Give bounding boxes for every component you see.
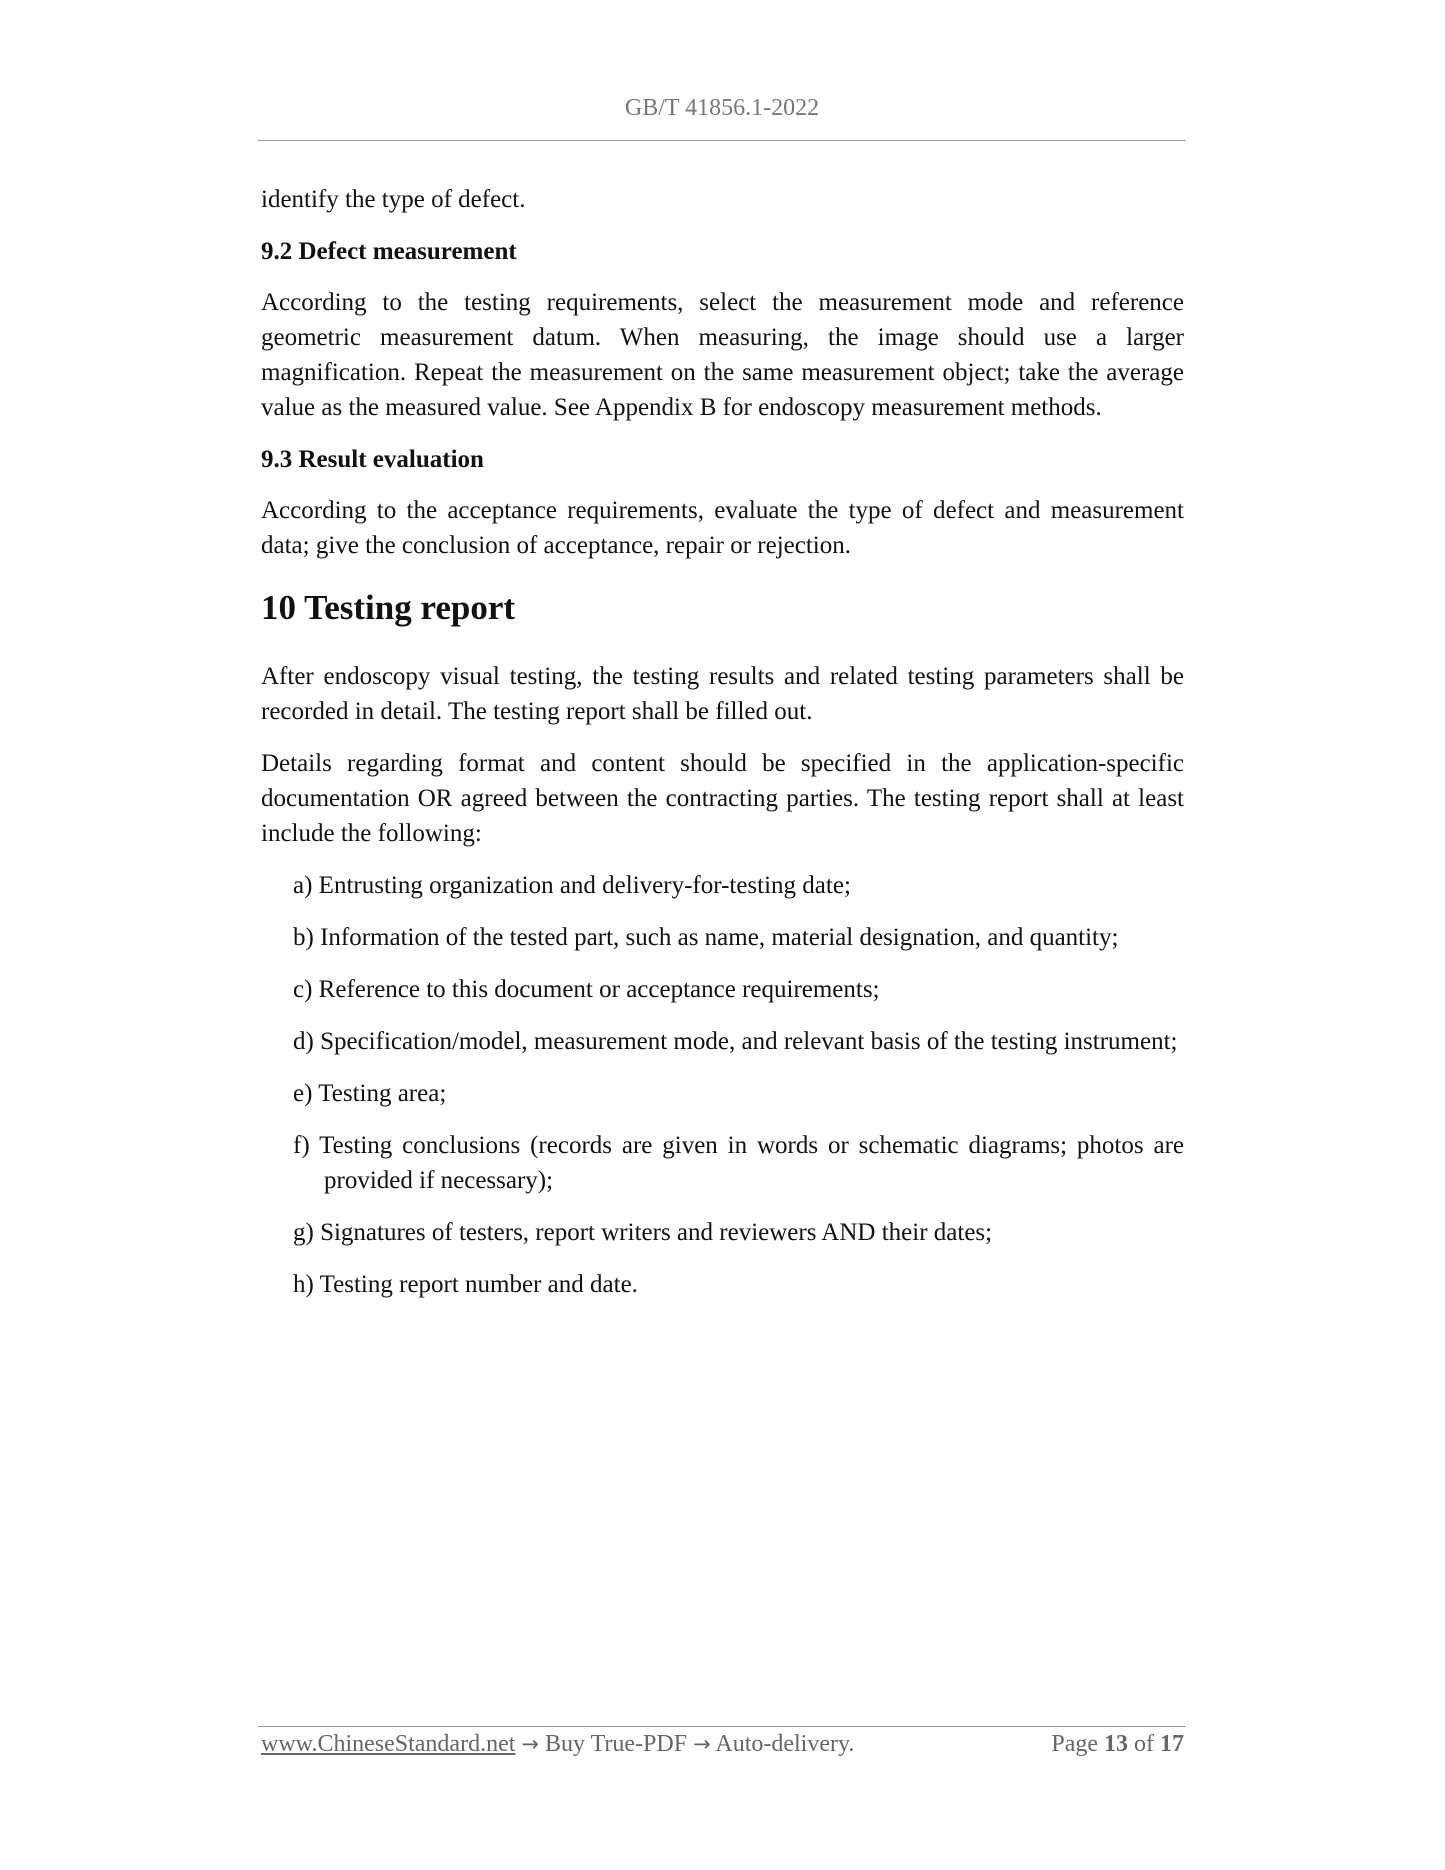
list-item: e) Testing area; [293, 1080, 447, 1107]
page-footer [261, 1731, 1184, 1765]
section-heading-9-2: 9.2 Defect measurement [261, 238, 517, 265]
list-item: c) Reference to this document or acceptance requirements; [293, 976, 880, 1003]
header-divider [258, 140, 1186, 141]
auto-delivery-text: Auto-delivery. [715, 1731, 855, 1757]
testing-report-paragraph-2: Details regarding format and content should be specified in the application-specific documentation OR agreed between the contracting parties. The testing report shall at least include the following: [261, 750, 1184, 847]
page-number [1051, 1731, 1184, 1758]
running-header: GB/T 41856.1-2022 [624, 95, 820, 121]
section-heading-9-3: 9.3 Result evaluation [261, 446, 484, 473]
list-item: h) Testing report number and date. [293, 1271, 638, 1298]
list-item: g) Signatures of testers, report writers and reviewers AND their dates; [293, 1219, 993, 1246]
list-item: d) Specification/model, measurement mode, and relevant basis of the testing instrument; [293, 1028, 1178, 1055]
website-link[interactable]: www.ChineseStandard.net [261, 1731, 516, 1757]
footer-promo [261, 1731, 854, 1758]
testing-report-paragraph-1: After endoscopy visual testing, the testing results and related testing parameters shall be recorded in detail. The testing report shall be filled out. [261, 663, 1184, 725]
total-pages: 17 [1160, 1731, 1184, 1757]
page-word: Page [1051, 1731, 1098, 1757]
buy-true-pdf-text: Buy True-PDF [545, 1731, 688, 1757]
section-heading-10: 10 Testing report [261, 588, 516, 627]
current-page: 13 [1104, 1731, 1128, 1757]
of-word: of [1134, 1731, 1154, 1757]
page-body [261, 182, 1184, 1302]
list-item: b) Information of the tested part, such as name, material designation, and quantity; [293, 924, 1119, 951]
section-text-9-3: According to the acceptance requirements, evaluate the type of defect and measurement data; give the conclusion of acceptance, repair or rejection. [261, 497, 1184, 559]
arrow-right-icon: → [693, 1732, 711, 1756]
footer-divider [258, 1726, 1186, 1727]
list-item: f) Testing conclusions (records are given in words or schematic diagrams; photos are provided if necessary); [293, 1132, 1184, 1194]
section-text-9-2: According to the testing requirements, select the measurement mode and reference geometric measurement datum. When measuring, the image should use a larger magnification. Repeat the measurement on the same measurement object; take the average value as the measured value. See Appendix B for endoscopy measurement methods. [261, 289, 1184, 421]
arrow-right-icon: → [521, 1732, 539, 1756]
continuation-text: identify the type of defect. [261, 186, 526, 213]
list-item: a) Entrusting organization and delivery-for-testing date; [293, 872, 851, 899]
